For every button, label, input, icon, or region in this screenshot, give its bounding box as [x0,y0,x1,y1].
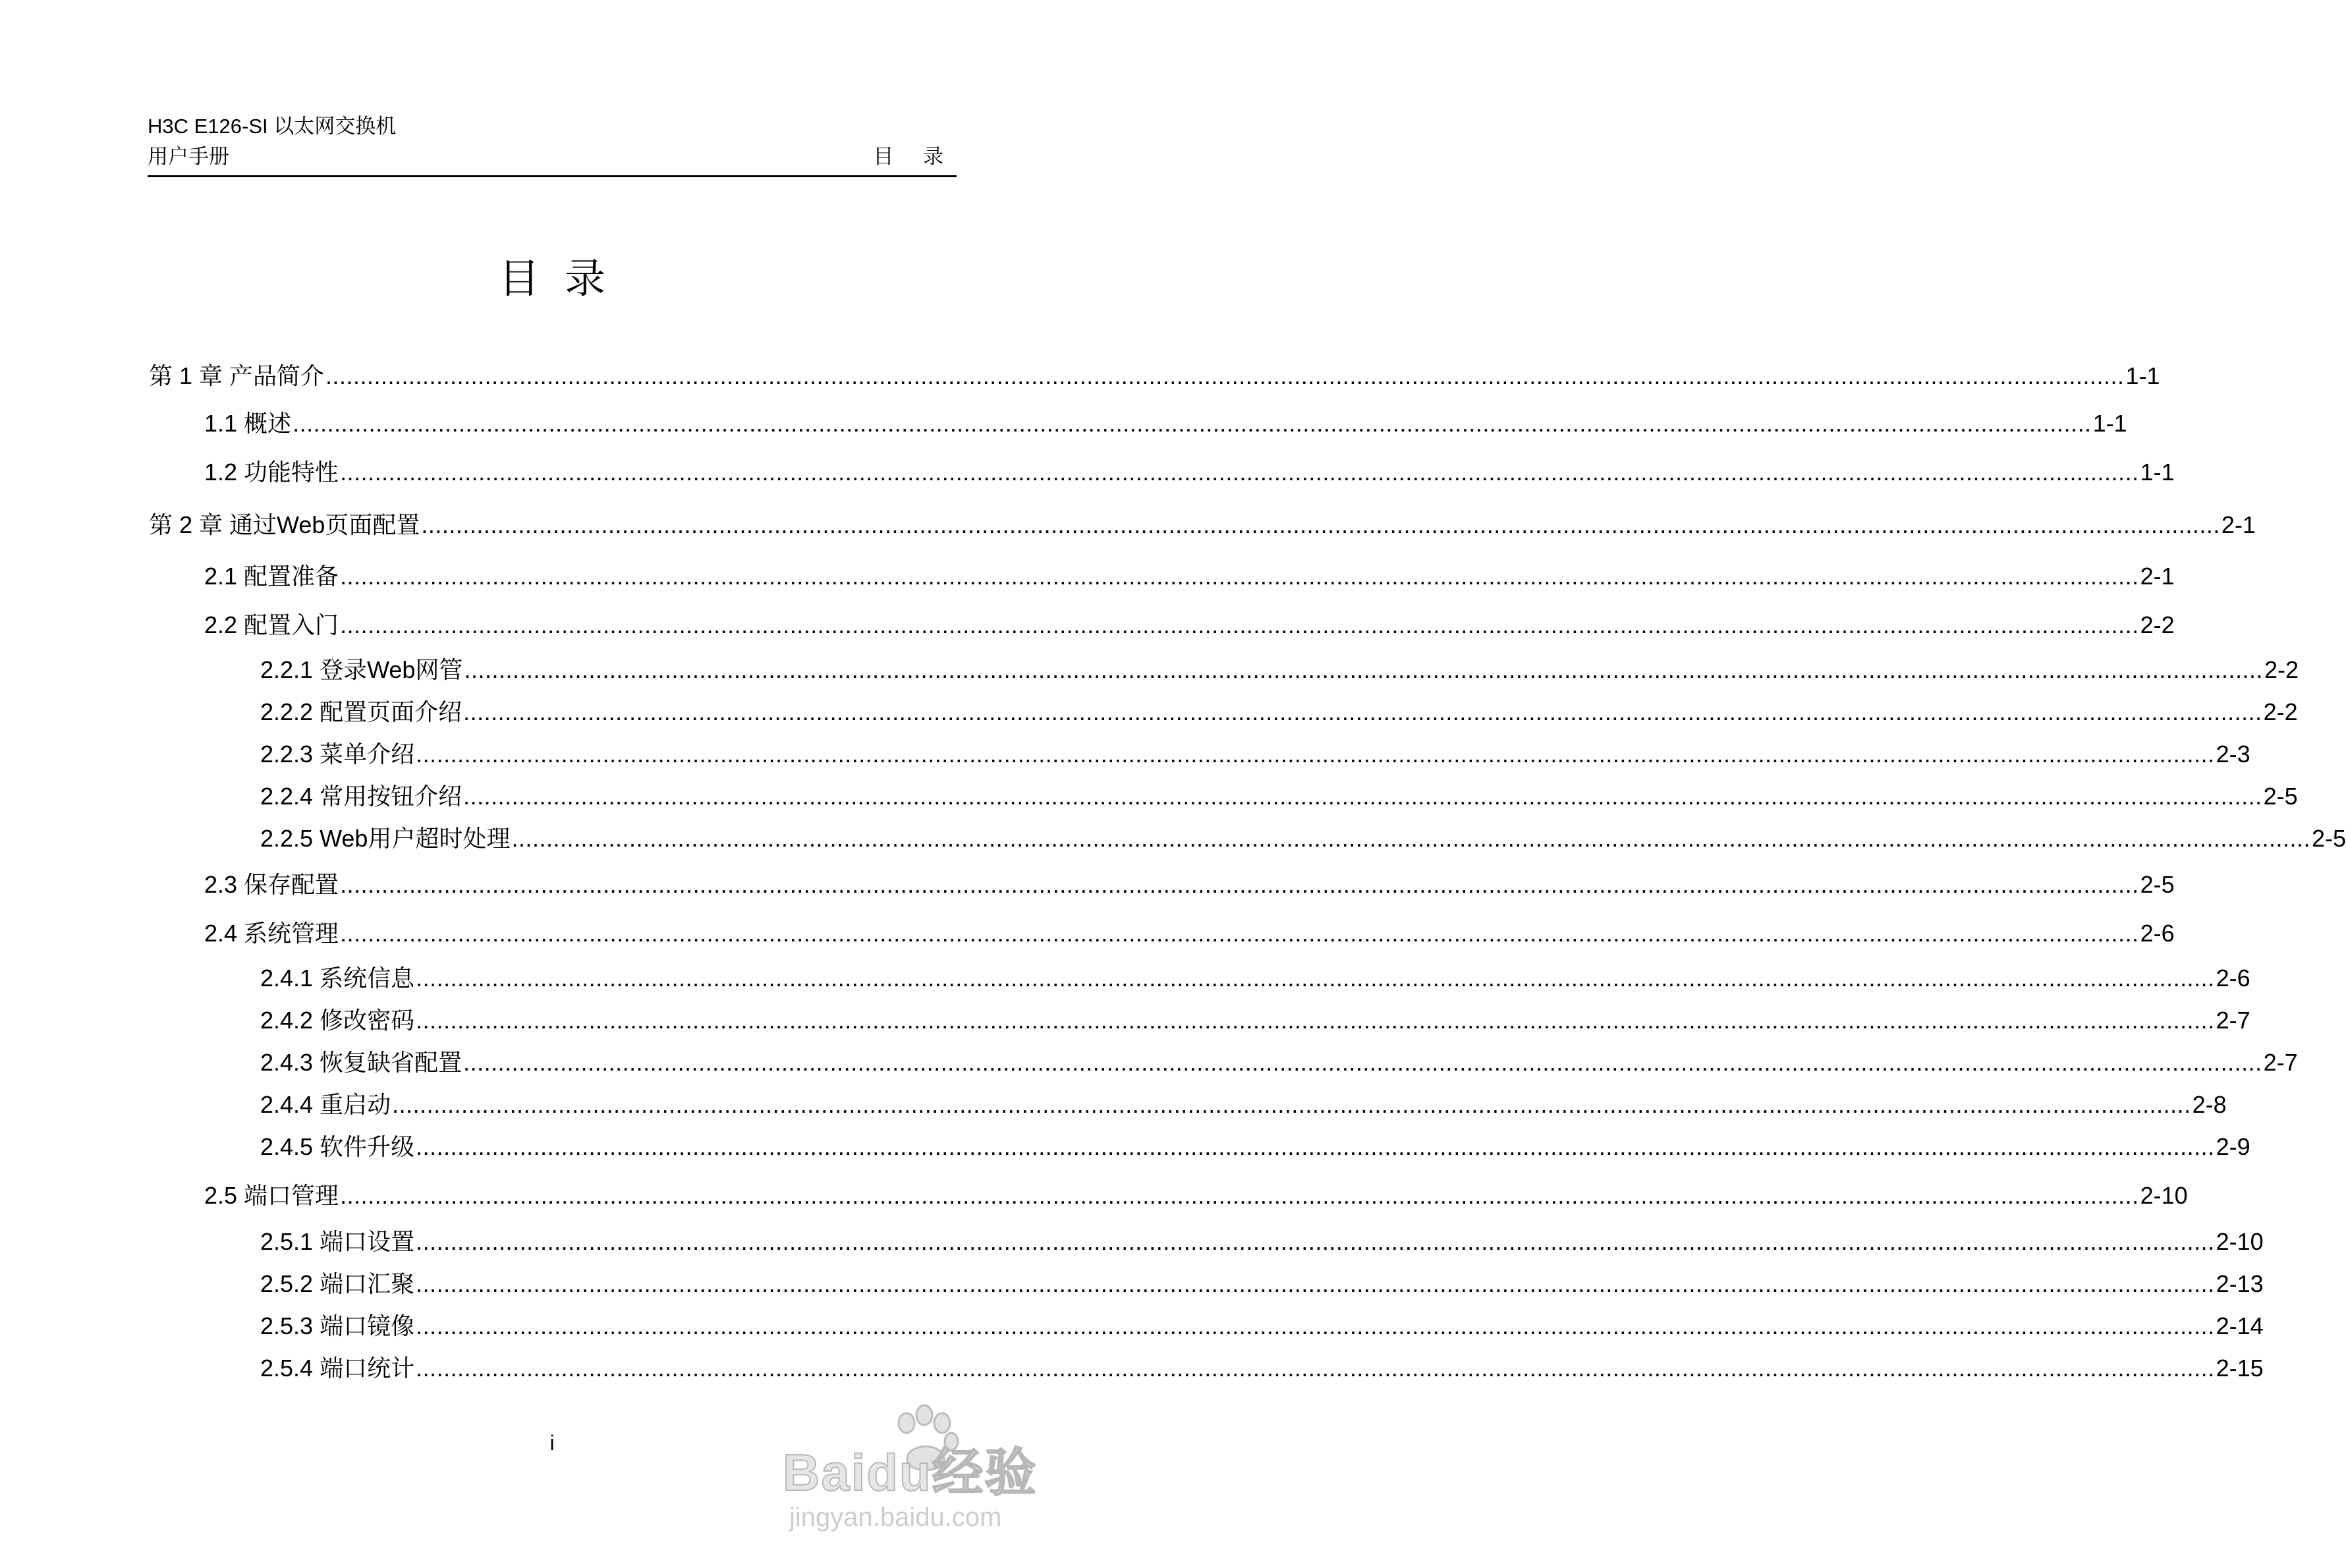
toc-dot-leader: .................................................................................................................................................................................................................................................................... [340,611,2139,638]
toc-entry-page: 2-7 [2263,1049,2298,1076]
toc-entry-title: 2.2.4 常用按钮介绍 [260,783,462,810]
toc-entry-title: 2.2.1 登录Web网管 [260,656,463,683]
toc-entry-title: 第 2 章 通过Web页面配置 [149,511,420,538]
toc-entry [260,697,2298,727]
toc-entry-page: 2-1 [2221,511,2256,538]
toc-entry [260,963,2250,994]
toc-dot-leader: .................................................................................................................................................................................................................................................................... [421,511,2220,538]
toc-entry-title: 2.2 配置入门 [204,611,339,638]
toc-entry [204,561,2175,592]
toc-entry-page: 2-13 [2216,1270,2264,1297]
toc-entry-title: 2.3 保存配置 [204,871,339,898]
toc-entry-page: 2-14 [2216,1312,2264,1339]
toc-entry-page: 2-2 [2264,656,2299,683]
toc-entry [260,739,2250,770]
page-number: i [549,1431,555,1455]
toc-entry [260,1132,2250,1162]
toc-dot-leader: .................................................................................................................................................................................................................................................................... [340,1182,2139,1209]
toc-entry-page: 2-6 [2140,920,2175,947]
toc-entry-page: 2-7 [2216,1007,2250,1034]
toc-entry-title: 2.5 端口管理 [204,1182,339,1209]
toc-entry-title: 1.2 功能特性 [204,459,339,486]
toc-entry-page: 2-5 [2311,825,2346,852]
toc-entry-title: 2.2.3 菜单介绍 [260,741,415,768]
toc-entry-page: 2-6 [2216,965,2250,992]
toc-entry-title: 2.5.3 端口镜像 [260,1312,415,1339]
toc-entry [204,610,2175,640]
toc-entry [204,408,2127,439]
toc-entry [260,1005,2250,1036]
toc-dot-leader: .................................................................................................................................................................................................................................................................... [293,410,2092,437]
toc-entry-title: 1.1 概述 [204,410,292,437]
toc-entry-title: 2.4.4 重启动 [260,1091,391,1118]
baidu-watermark [783,1403,1046,1535]
toc-dot-leader: .................................................................................................................................................................................................................................................................... [340,563,2139,590]
toc-dot-leader: .................................................................................................................................................................................................................................................................... [463,1049,2262,1076]
toc-entry [149,361,2160,391]
toc-entry [260,1311,2264,1341]
toc-entry-page: 2-5 [2263,783,2298,810]
toc-entry-title: 2.5.2 端口汇聚 [260,1270,415,1297]
toc-entry-title: 2.5.1 端口设置 [260,1228,415,1255]
toc-entry [204,918,2175,949]
toc-dot-leader: .................................................................................................................................................................................................................................................................... [416,1355,2215,1382]
toc-entry-page: 2-10 [2216,1228,2264,1255]
toc-entry-title: 2.4.2 修改密码 [260,1007,415,1034]
toc-entry-page: 2-10 [2140,1182,2188,1209]
toc-entry-page: 2-3 [2216,741,2250,768]
toc-entry-title: 2.5.4 端口统计 [260,1355,415,1382]
toc-dot-leader: .................................................................................................................................................................................................................................................................... [340,459,2139,486]
toc-entry-title: 第 1 章 产品简介 [149,362,325,389]
toc-entry [204,1181,2188,1211]
toc-entry-page: 2-15 [2216,1355,2264,1382]
watermark-brand: Baidu经验 [783,1443,1038,1501]
toc-entry-title: 2.4.1 系统信息 [260,965,415,992]
toc-dot-leader: .................................................................................................................................................................................................................................................................... [325,362,2125,389]
toc-dot-leader: .................................................................................................................................................................................................................................................................... [463,783,2262,810]
watermark-url: jingyan.baidu.com [789,1503,1002,1532]
header-doc-type: 用户手册 [148,145,229,168]
toc-entry-page: 2-8 [2192,1091,2227,1118]
toc-dot-leader: .................................................................................................................................................................................................................................................................... [392,1091,2191,1118]
toc-dot-leader: .................................................................................................................................................................................................................................................................... [464,656,2263,683]
page-title: 目录 [498,256,630,302]
toc-dot-leader: .................................................................................................................................................................................................................................................................... [463,698,2262,725]
toc-entry [260,1090,2227,1120]
toc-entry-page: 2-9 [2216,1133,2250,1160]
toc-dot-leader: .................................................................................................................................................................................................................................................................... [416,1228,2215,1255]
toc-entry-title: 2.4.3 恢复缺省配置 [260,1049,462,1076]
toc-entry [260,824,2346,854]
toc-dot-leader: .................................................................................................................................................................................................................................................................... [340,871,2139,898]
toc-entry [260,1269,2264,1299]
toc-entry-page: 1-1 [2125,362,2160,389]
toc-dot-leader: .................................................................................................................................................................................................................................................................... [416,1133,2215,1160]
toc-entry-title: 2.4 系统管理 [204,920,339,947]
header-product-title: H3C E126-SI 以太网交换机 [148,115,397,138]
toc-entry [260,1353,2264,1384]
toc-entry-title: 2.2.5 Web用户超时处理 [260,825,511,852]
toc-entry [149,510,2256,540]
toc-entry [204,870,2175,900]
toc-entry-page: 1-1 [2092,410,2127,437]
toc-entry-page: 2-5 [2140,871,2175,898]
toc-entry-title: 2.2.2 配置页面介绍 [260,698,462,725]
toc-entry [260,781,2298,812]
toc-entry [260,655,2299,685]
toc-entry-page: 1-1 [2140,459,2175,486]
header-section-name: 目 录 [873,145,955,168]
toc-entry-page: 2-2 [2140,611,2175,638]
toc-entry-title: 2.4.5 软件升级 [260,1133,415,1160]
toc-dot-leader: .................................................................................................................................................................................................................................................................... [340,920,2139,947]
toc-entry [260,1227,2264,1257]
toc-entry-page: 2-2 [2263,698,2298,725]
toc-dot-leader: .................................................................................................................................................................................................................................................................... [416,741,2215,768]
toc-entry [260,1048,2298,1078]
toc-entry-page: 2-1 [2140,563,2175,590]
toc-entry-title: 2.1 配置准备 [204,563,339,590]
toc-dot-leader: .................................................................................................................................................................................................................................................................... [416,1312,2215,1339]
toc-dot-leader: .................................................................................................................................................................................................................................................................... [511,825,2310,852]
toc-entry [204,457,2175,488]
toc-dot-leader: .................................................................................................................................................................................................................................................................... [416,1270,2215,1297]
toc-dot-leader: .................................................................................................................................................................................................................................................................... [416,965,2215,992]
toc-dot-leader: .................................................................................................................................................................................................................................................................... [416,1007,2215,1034]
